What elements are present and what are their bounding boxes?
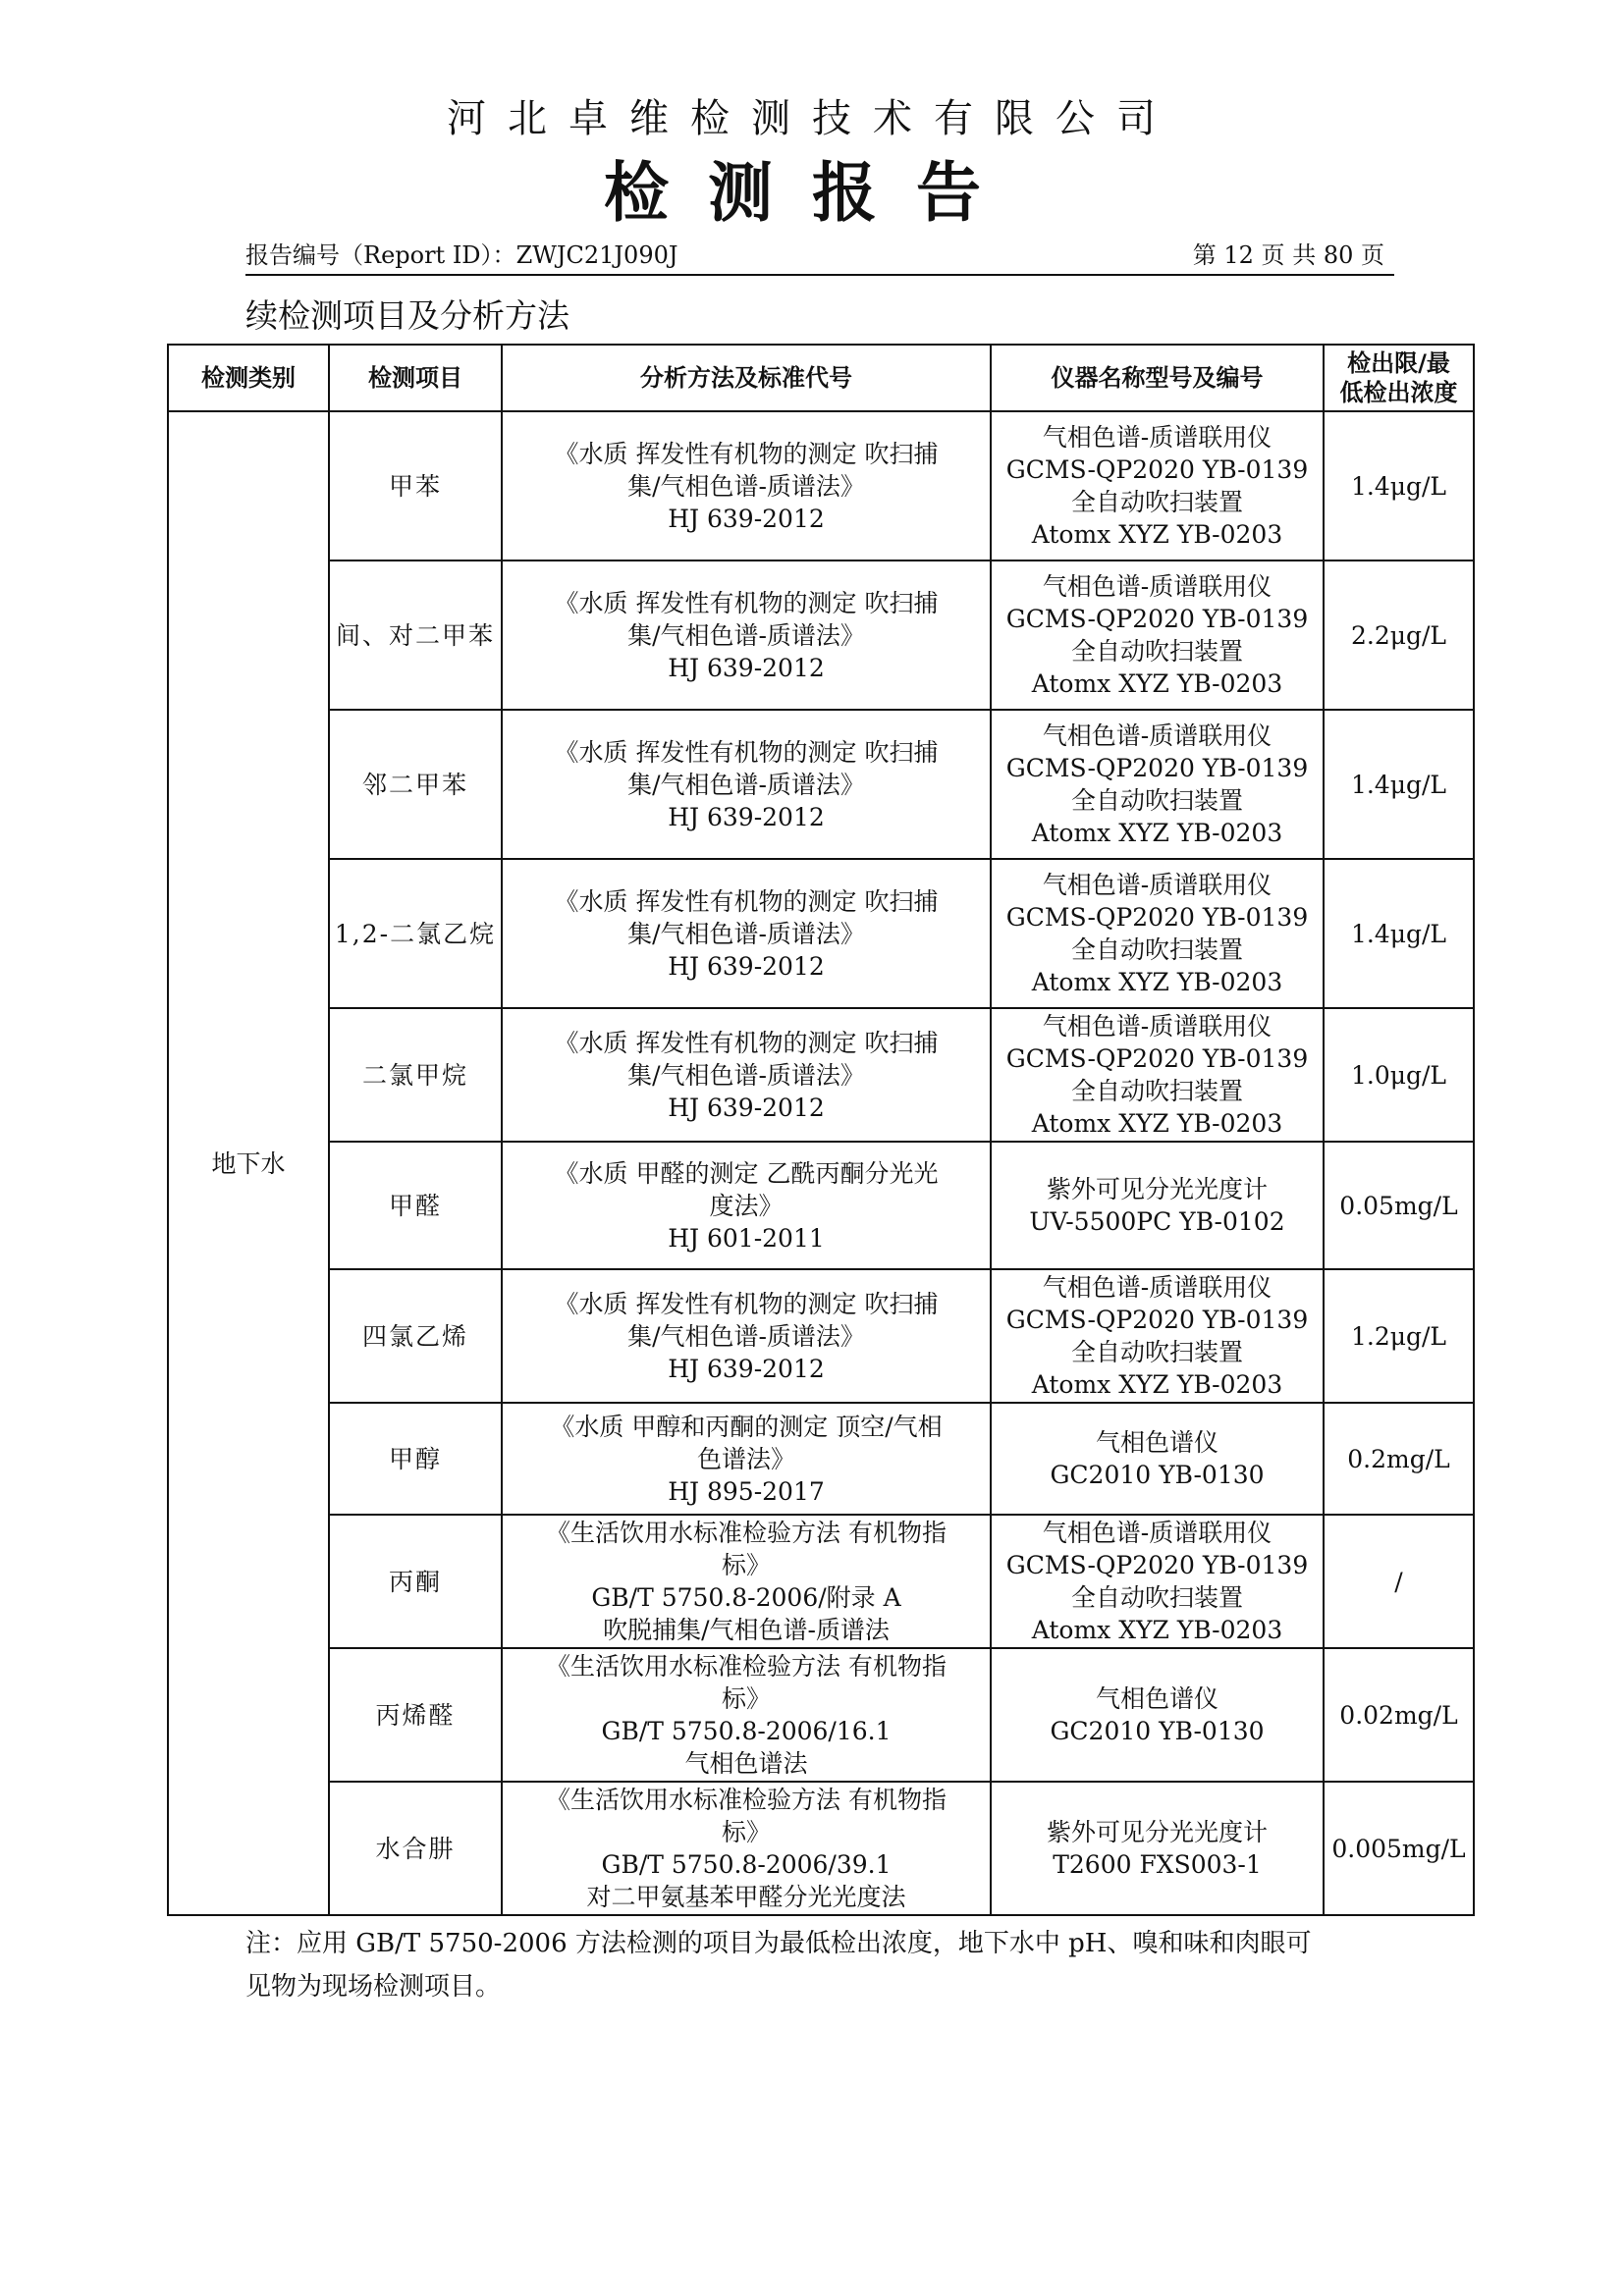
method-line: HJ 639-2012 [668, 504, 825, 533]
instrument-cell [991, 859, 1324, 1008]
method-line: 标》 [721, 1684, 771, 1713]
method-cell [502, 1142, 991, 1269]
method-line: 对二甲氨基苯甲醛分光光度法 [586, 1883, 906, 1911]
report-id-value: ZWJC21J090J [515, 241, 678, 269]
method-cell [502, 859, 991, 1008]
instrument-cell [991, 561, 1324, 710]
report-id-line [245, 239, 1394, 276]
limit-cell: / [1324, 1515, 1474, 1648]
instrument-line: T2600 FXS003-1 [1053, 1850, 1262, 1879]
method-line: 集/气相色谱-质谱法》 [627, 770, 865, 799]
limit-cell: 1.0μg/L [1324, 1008, 1474, 1142]
limit-cell: 1.4μg/L [1324, 411, 1474, 561]
header-limit [1324, 345, 1474, 411]
instrument-line: GCMS-QP2020 YB-0139 [1005, 455, 1309, 484]
method-cell [502, 1782, 991, 1915]
method-line: 标》 [721, 1818, 771, 1846]
limit-cell: 0.02mg/L [1324, 1648, 1474, 1782]
method-line: 标》 [721, 1551, 771, 1579]
instrument-line: 全自动吹扫装置 [1070, 637, 1243, 666]
method-line: HJ 895-2017 [668, 1476, 825, 1506]
footnote-line: 见物为现场检测项目。 [245, 1972, 502, 2002]
item-cell: 水合肼 [329, 1782, 502, 1915]
instrument-line: GCMS-QP2020 YB-0139 [1005, 903, 1309, 932]
instrument-line: GC2010 YB-0130 [1050, 1461, 1265, 1489]
method-line: 《水质 挥发性有机物的测定 吹扫捕 [554, 588, 939, 617]
limit-cell: 1.4μg/L [1324, 710, 1474, 859]
method-line: 《水质 挥发性有机物的测定 吹扫捕 [554, 439, 939, 468]
instrument-line: 气相色谱-质谱联用仪 [1042, 423, 1272, 452]
header-method: 分析方法及标准代号 [502, 345, 991, 411]
item-cell: 丙酮 [329, 1515, 502, 1648]
instrument-line: Atomx XYZ YB-0203 [1031, 968, 1283, 996]
instrument-line: 全自动吹扫装置 [1070, 1077, 1243, 1105]
instrument-line: GCMS-QP2020 YB-0139 [1005, 1551, 1309, 1579]
instrument-line: 全自动吹扫装置 [1070, 786, 1243, 815]
instrument-line: 气相色谱-质谱联用仪 [1042, 721, 1272, 750]
method-line: HJ 639-2012 [668, 1354, 825, 1383]
instrument-line: 气相色谱-质谱联用仪 [1042, 1012, 1272, 1041]
method-cell [502, 1648, 991, 1782]
item-cell: 甲醛 [329, 1142, 502, 1269]
instrument-line: 气相色谱仪 [1095, 1684, 1218, 1713]
footnote [245, 1922, 1404, 2008]
method-line: HJ 639-2012 [668, 1093, 825, 1122]
method-cell [502, 561, 991, 710]
table-row [168, 859, 1474, 1008]
instrument-line: GCMS-QP2020 YB-0139 [1005, 605, 1309, 633]
method-line: HJ 639-2012 [668, 802, 825, 831]
method-cell [502, 710, 991, 859]
method-line: 《水质 挥发性有机物的测定 吹扫捕 [554, 1028, 939, 1057]
instrument-cell [991, 1142, 1324, 1269]
limit-cell: 1.2μg/L [1324, 1269, 1474, 1403]
method-line: HJ 601-2011 [668, 1223, 825, 1253]
item-cell: 1,2-二氯乙烷 [329, 859, 502, 1008]
section-title: 续检测项目及分析方法 [245, 296, 569, 335]
instrument-cell [991, 1648, 1324, 1782]
limit-cell: 0.005mg/L [1324, 1782, 1474, 1915]
company-name: 河北卓维检测技术有限公司 [447, 96, 1177, 141]
method-line: 集/气相色谱-质谱法》 [627, 1321, 865, 1351]
limit-cell: 1.4μg/L [1324, 859, 1474, 1008]
methods-table [167, 344, 1475, 1916]
method-line: 气相色谱法 [684, 1749, 808, 1778]
report-title: 检测报告 [604, 154, 1020, 231]
instrument-cell [991, 1515, 1324, 1648]
method-line: HJ 639-2012 [668, 951, 825, 981]
instrument-line: Atomx XYZ YB-0203 [1031, 520, 1283, 549]
footnote-line: 注：应用 GB/T 5750-2006 方法检测的项目为最低检出浓度，地下水中 pH、嗅和味和肉眼可 [245, 1929, 1312, 1958]
method-line: 集/气相色谱-质谱法》 [627, 620, 865, 650]
method-cell [502, 1403, 991, 1515]
method-line: 集/气相色谱-质谱法》 [627, 919, 865, 948]
table-row [168, 1648, 1474, 1782]
method-cell [502, 1515, 991, 1648]
instrument-cell [991, 1782, 1324, 1915]
instrument-line: 全自动吹扫装置 [1070, 488, 1243, 516]
instrument-cell [991, 411, 1324, 561]
instrument-line: GCMS-QP2020 YB-0139 [1005, 754, 1309, 782]
method-line: 《生活饮用水标准检验方法 有机物指 [546, 1786, 947, 1814]
table-row [168, 1782, 1474, 1915]
report-id-label: 报告编号（Report ID）： [245, 241, 516, 269]
method-line: 《水质 甲醛的测定 乙酰丙酮分光光 [554, 1158, 939, 1188]
method-line: 《水质 挥发性有机物的测定 吹扫捕 [554, 1289, 939, 1318]
method-cell [502, 1269, 991, 1403]
table-row [168, 710, 1474, 859]
method-line: 《生活饮用水标准检验方法 有机物指 [546, 1652, 947, 1681]
table-row [168, 1142, 1474, 1269]
instrument-line: Atomx XYZ YB-0203 [1031, 1370, 1283, 1399]
header-instrument: 仪器名称型号及编号 [991, 345, 1324, 411]
header-item: 检测项目 [329, 345, 502, 411]
instrument-line: Atomx XYZ YB-0203 [1031, 1109, 1283, 1138]
instrument-line: Atomx XYZ YB-0203 [1031, 1616, 1283, 1644]
header-category: 检测类别 [168, 345, 329, 411]
instrument-line: 全自动吹扫装置 [1070, 1338, 1243, 1366]
method-line: 《水质 甲醇和丙酮的测定 顶空/气相 [550, 1412, 943, 1441]
instrument-line: 气相色谱仪 [1095, 1428, 1218, 1457]
instrument-line: Atomx XYZ YB-0203 [1031, 669, 1283, 698]
table-row [168, 1403, 1474, 1515]
instrument-line: GCMS-QP2020 YB-0139 [1005, 1306, 1309, 1334]
instrument-line: 全自动吹扫装置 [1070, 935, 1243, 964]
method-line: GB/T 5750.8-2006/16.1 [601, 1717, 892, 1745]
method-cell [502, 1008, 991, 1142]
limit-cell: 2.2μg/L [1324, 561, 1474, 710]
instrument-line: 气相色谱-质谱联用仪 [1042, 1519, 1272, 1547]
header-limit-line: 检出限/最 [1347, 349, 1450, 377]
report-id [245, 239, 677, 272]
table-row [168, 1008, 1474, 1142]
limit-cell: 0.2mg/L [1324, 1403, 1474, 1515]
instrument-line: 紫外可见分光光度计 [1046, 1818, 1268, 1846]
method-line: 《水质 挥发性有机物的测定 吹扫捕 [554, 737, 939, 767]
method-line: 集/气相色谱-质谱法》 [627, 1060, 865, 1090]
item-cell: 甲苯 [329, 411, 502, 561]
method-line: HJ 639-2012 [668, 653, 825, 682]
table-row [168, 1269, 1474, 1403]
instrument-line: GCMS-QP2020 YB-0139 [1005, 1044, 1309, 1073]
instrument-line: 气相色谱-质谱联用仪 [1042, 572, 1272, 601]
method-line: GB/T 5750.8-2006/附录 A [591, 1583, 901, 1612]
instrument-cell [991, 1269, 1324, 1403]
table-row [168, 561, 1474, 710]
instrument-line: 气相色谱-质谱联用仪 [1042, 1273, 1272, 1302]
method-line: 吹脱捕集/气相色谱-质谱法 [603, 1616, 890, 1644]
instrument-cell [991, 710, 1324, 859]
instrument-line: UV-5500PC YB-0102 [1029, 1207, 1285, 1236]
page-info: 第 12 页 共 80 页 [1192, 241, 1384, 269]
instrument-line: Atomx XYZ YB-0203 [1031, 819, 1283, 847]
method-cell [502, 411, 991, 561]
method-line: 《水质 挥发性有机物的测定 吹扫捕 [554, 886, 939, 916]
instrument-cell [991, 1008, 1324, 1142]
category-cell: 地下水 [168, 411, 329, 1915]
table-row [168, 1515, 1474, 1648]
limit-cell: 0.05mg/L [1324, 1142, 1474, 1269]
method-line: 集/气相色谱-质谱法》 [627, 471, 865, 501]
item-cell: 丙烯醛 [329, 1648, 502, 1782]
instrument-cell [991, 1403, 1324, 1515]
instrument-line: 全自动吹扫装置 [1070, 1583, 1243, 1612]
item-cell: 间、对二甲苯 [329, 561, 502, 710]
method-line: 度法》 [709, 1191, 784, 1220]
item-cell: 邻二甲苯 [329, 710, 502, 859]
method-line: 色谱法》 [696, 1444, 795, 1473]
header-limit-line: 低检出浓度 [1339, 379, 1458, 406]
item-cell: 四氯乙烯 [329, 1269, 502, 1403]
instrument-line: 紫外可见分光光度计 [1046, 1175, 1268, 1203]
item-cell: 甲醇 [329, 1403, 502, 1515]
method-line: 《生活饮用水标准检验方法 有机物指 [546, 1519, 947, 1547]
instrument-line: 气相色谱-质谱联用仪 [1042, 871, 1272, 899]
table-row [168, 411, 1474, 561]
table-header-row [168, 345, 1474, 411]
method-line: GB/T 5750.8-2006/39.1 [601, 1850, 892, 1879]
instrument-line: GC2010 YB-0130 [1050, 1717, 1265, 1745]
item-cell: 二氯甲烷 [329, 1008, 502, 1142]
